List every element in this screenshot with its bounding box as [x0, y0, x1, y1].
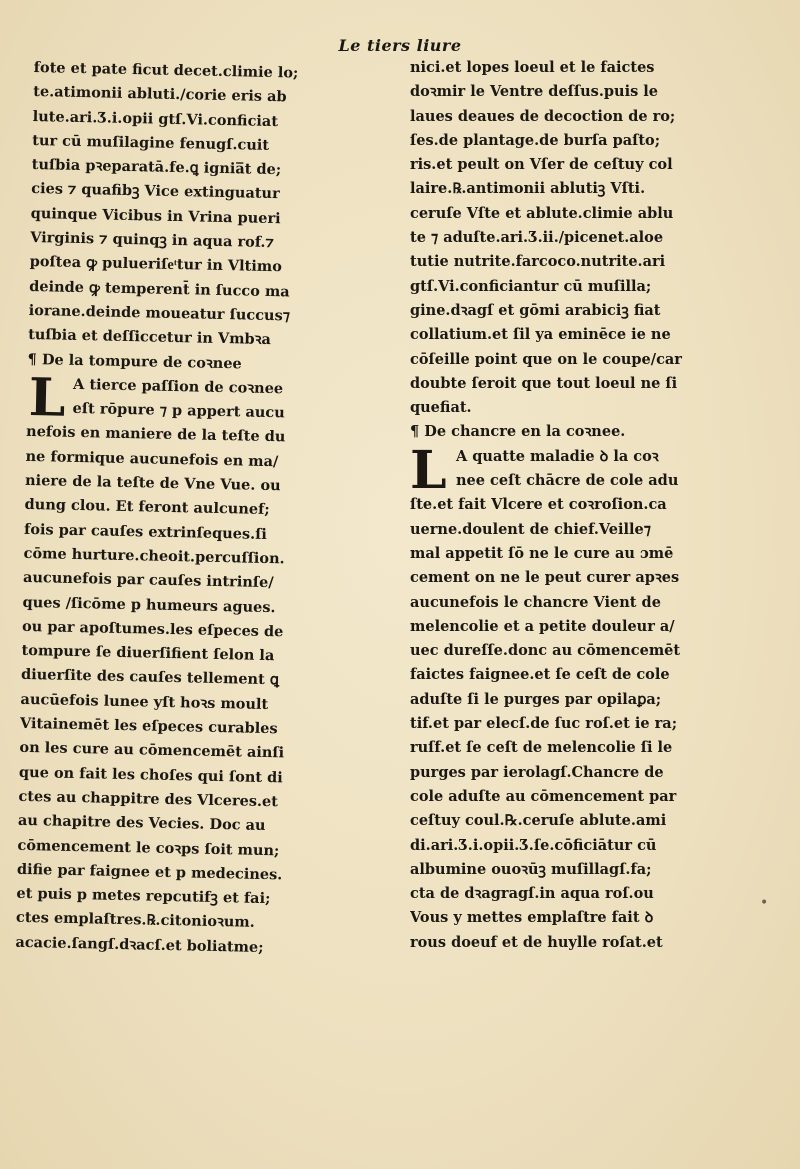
text-line: ctes emplaſtres.℞.citonioꝛum.	[15, 909, 255, 932]
text-line: nee ceſt chācre de cole adu	[456, 472, 679, 490]
text-line: tur cū muſilagine fenugſ.cuit	[32, 131, 270, 154]
text-line: deinde ꝙ temperent̄ in ſucco ma	[29, 277, 290, 301]
text-line: te ⁊ aduſte.ari.Ʒ.ii./picenet.aloe	[410, 229, 664, 247]
text-line: A quatte maladie ꝺ la coꝛ	[456, 447, 659, 465]
text-line: lute.ari.Ʒ.i.opii gtſ.Vi.conficiat	[32, 107, 279, 130]
margin-mark: •	[760, 895, 769, 911]
text-line: aucūefois lunee yſt hoꝛs moult	[20, 690, 269, 713]
text-line: Vitainemēt les eſpeces curables	[19, 714, 278, 738]
text-line: A tierce paſſion de coꝛnee	[72, 375, 284, 398]
text-line: fote et pate ficut decet.climie lo;	[33, 58, 299, 82]
text-line: iorane.deinde moueatur ſuccus⁊	[28, 301, 291, 325]
text-line: faictes faignee.et ſe ceſt de cole	[410, 666, 670, 684]
text-line: on les cure au cōmencemēt ainſi	[19, 739, 285, 762]
text-line: purges par ierolagſ.Chancre de	[410, 763, 664, 781]
text-line: doꝛmir le Ventre deſſus.puis le	[410, 83, 659, 101]
text-line: ques /ſicōme p humeurs agues.	[22, 593, 276, 616]
initial-block	[26, 366, 377, 429]
section-rubric: ¶ De chancre en la coꝛnee.	[410, 423, 626, 441]
initial-block	[410, 439, 772, 501]
text-line: cōſeille point que on le coupe/car	[410, 350, 682, 368]
text-line: cement on ne le peut curer apꝛes	[410, 569, 680, 587]
text-line: melencolie et a petite douleur a/	[410, 617, 675, 635]
text-line: laire.℞.antimonii ablutiꝫ Vſti.	[410, 180, 646, 198]
text-line: di.ari.Ʒ.i.opii.Ʒ.ſe.cōficiātur cū	[410, 836, 657, 854]
text-line: cta de dꝛagragſ.in aqua roſ.ou	[410, 885, 654, 903]
text-line: laues deaues de decoction de ro;	[410, 107, 676, 125]
text-line: tompure ſe diuerſifient ſelon la	[21, 641, 275, 665]
text-line: ctes au chappitre des Vlceres.et	[18, 787, 279, 811]
text-line: dung clou. Et feront aulcunef;	[24, 496, 270, 519]
left-text-column	[15, 56, 384, 962]
drop-initial: L	[28, 366, 67, 429]
text-line: tuſbia et deſſiccetur in Vmbꝛa	[27, 326, 272, 349]
drop-initial: L	[410, 439, 447, 501]
text-line: ceſtuy coul.℞.ceruſe ablute.ami	[410, 812, 667, 830]
text-line: rous doeuf et de huylle roſat.et	[410, 933, 663, 951]
text-line: ne formique aucunefois en ma/	[25, 447, 279, 470]
text-line: Vous y mettes emplaſtre fait ꝺ	[410, 909, 654, 927]
text-line: nici.et lopes loeul et le faictes	[410, 59, 655, 76]
text-line: diuerſite des cauſes tellement ꝗ	[20, 666, 280, 689]
text-line: doubte ſeroit que tout loeul ne ſi	[410, 374, 678, 392]
text-line: gtſ.Vi.conficiantur cū muſilla;	[410, 277, 652, 295]
text-line: te.atimonii abluti./corie eris ab	[33, 83, 287, 106]
text-line: nefois en maniere de la teſte du	[25, 423, 286, 446]
text-line: acacie.ſangſ.dꝛacſ.et boliatme;	[15, 933, 264, 956]
text-line: ruſf.et ſe ceſt de melencolie ſi le	[410, 739, 673, 757]
text-line: cōmencement le coꝛps ſoit mun;	[17, 836, 280, 859]
text-line: fois par cauſes extrinſeques.ſi	[23, 520, 268, 543]
text-line: aduſte ſi le purges par opilaꝑa;	[410, 690, 662, 708]
text-line: cōme hurture.cheoit.percuſſion.	[23, 544, 285, 568]
text-line: difie par faignee et p medecines.	[16, 860, 283, 884]
text-line: collatium.et ſil ya eminēce ie ne	[410, 326, 671, 344]
text-line: uec dureſſe.donc au cōmencemēt	[410, 642, 681, 660]
text-line: ſte.et fait Vlcere et coꝛroſion.ca	[410, 496, 667, 514]
text-line: et puis p metes repcutifꝫ et fai;	[16, 884, 271, 908]
text-line: tuſbia pꝛeparatā.fe.ꝗ ignia̅t de;	[31, 156, 282, 179]
text-line: poſtea ꝙ pulueriſeͭtur in Vltimo	[29, 253, 283, 276]
text-line: quefiat.	[410, 399, 472, 417]
text-line: ceruſe Vſte et ablute.climie ablu	[410, 204, 674, 222]
text-line: aucunefois le chancre Vient de	[410, 593, 661, 611]
text-line: uerne.doulent de chief.Veille⁊	[410, 520, 651, 538]
text-line: cies ⁊ quafibꝫ Vice extinguatur	[31, 180, 280, 203]
text-line: eſt rōpure ⁊ p appert aucu	[72, 400, 285, 422]
running-title: Le tiers liure	[338, 36, 462, 55]
text-line: tutie nutrite.farcoco.nutrite.ari	[410, 253, 666, 271]
text-line: au chapitre des Vecies. Doc au	[17, 812, 266, 835]
text-line: albumine ouoꝛūꝫ muſillagſ.fa;	[410, 860, 652, 878]
text-line: Virginis ⁊ quinqꝫ in aqua rof.⁊	[30, 229, 275, 252]
text-line: cole aduſte au cōmencement par	[410, 787, 677, 805]
text-line: mal appetit ſō ne le cure au ɔmē	[410, 544, 674, 562]
text-line: niere de la teſte de Vne Vue. ou	[24, 471, 281, 495]
text-line: quinque Vicibus in Vrina pueri	[30, 204, 281, 227]
text-line: ris.et peult on Vſer de ceſtuy col	[410, 156, 673, 174]
text-line: ou par apoſtumes.les eſpeces de	[21, 617, 284, 641]
text-line: tif.et par elecſ.de ſuc roſ.et ie ra;	[410, 715, 678, 733]
text-line: que on fait les choſes qui ſont di	[18, 763, 283, 786]
section-rubric: ¶ De la tompure de coꝛnee	[27, 350, 242, 372]
text-line: aucunefois par cauſes intrinſe/	[22, 569, 274, 592]
text-line: ſes.de plantage.de burſa paſto;	[410, 131, 661, 149]
text-line: gine.dꝛagſ et gōmi arabiciꝫ fiat	[410, 301, 661, 319]
right-text-column	[410, 56, 772, 955]
